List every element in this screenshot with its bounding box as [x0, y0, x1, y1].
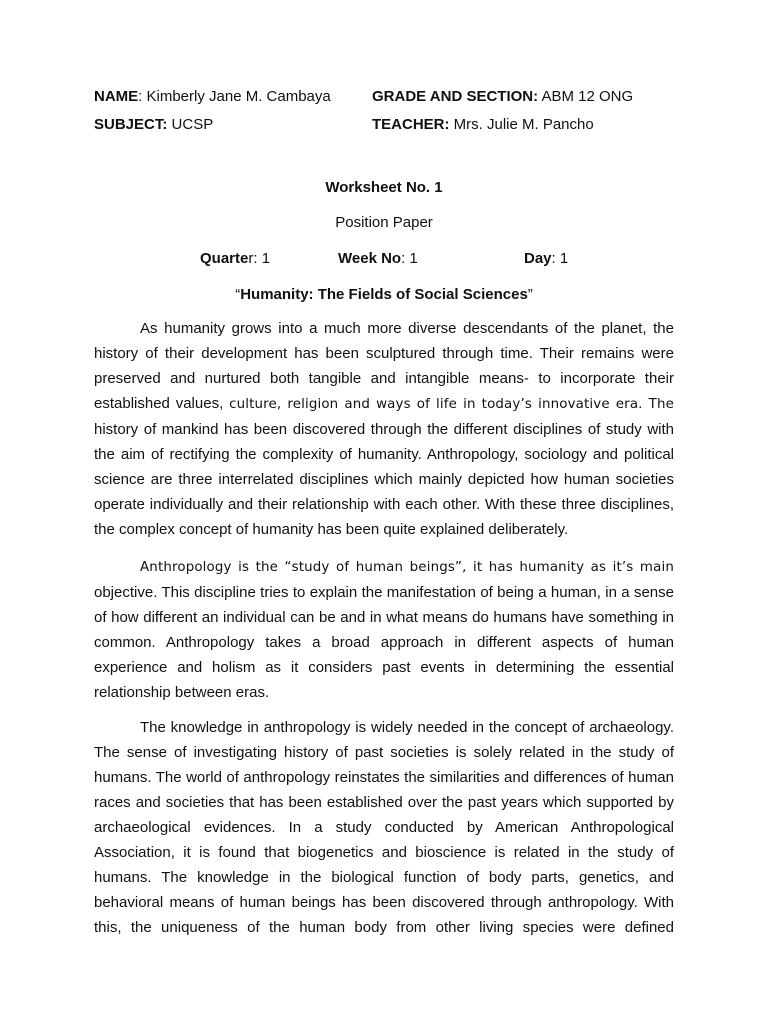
paragraph-1-part-c: history of mankind has been discovered through the different disciplines of study with the aim of rectifying the complexity of humanity. Anthropology, sociology and political science are three interrelated disciplines which mainly depicted how human societies operate individually and their relationship with each other. With these three disciplines, the complex concept of humanity has been quite explained deliberately.	[94, 421, 674, 538]
paragraph-1	[94, 316, 674, 542]
grade-value: ABM 12 ONG	[538, 88, 634, 105]
paragraph-2-part-b: objective. This discipline tries to explain the manifestation of being a human, in a sense of how different an individual can be and in what means do humans have something in common. Anthropology takes a broad approach in different aspects of human experience and holism as it considers past events in determining the essential relationship between eras.	[94, 584, 674, 701]
day-label: Day	[524, 250, 552, 267]
quarter-value: : 1	[253, 250, 271, 267]
grade-section-line	[372, 87, 633, 107]
paragraph-3	[94, 715, 674, 940]
quarter-label: Quarte	[200, 250, 249, 267]
topic-text: Humanity: The Fields of Social Sciences	[240, 286, 528, 303]
worksheet-title: Worksheet No. 1	[325, 179, 443, 196]
worksheet-subtitle: Position Paper	[335, 214, 433, 231]
paragraph-2-part-a: Anthropology is the “study of human beings”, it has humanity as it’s main	[140, 560, 674, 575]
teacher-label: TEACHER:	[372, 116, 450, 133]
teacher-line	[372, 115, 594, 135]
quarter-field	[200, 249, 270, 269]
week-field	[338, 249, 418, 269]
name-line	[94, 87, 331, 107]
name-value: : Kimberly Jane M. Cambaya	[138, 88, 331, 105]
paragraph-1-part-a: As humanity grows into a much more diverse descendants of the planet, the history of their development has been sculptured through time. Their remains were preserved and nurtured both tangible and intangible means- to incorporate their established values,	[94, 320, 674, 412]
subject-value: UCSP	[167, 116, 214, 133]
topic-open-quote: “	[235, 286, 241, 303]
week-value: : 1	[401, 250, 418, 267]
day-field	[524, 249, 568, 269]
grade-label: GRADE AND SECTION:	[372, 88, 539, 105]
topic-title	[0, 285, 768, 305]
day-value: : 1	[551, 250, 569, 267]
paragraph-2	[94, 554, 674, 705]
subject-line	[94, 115, 213, 135]
name-label: NAME	[94, 88, 139, 105]
paragraph-1-part-b: culture, religion and ways of life in today’s innovative era. The	[229, 397, 675, 412]
week-label: Week No	[338, 250, 402, 267]
subject-label: SUBJECT:	[94, 116, 168, 133]
teacher-value: Mrs. Julie M. Pancho	[449, 116, 594, 133]
quarter-label-r: r	[248, 250, 254, 267]
topic-close-quote: ”	[527, 286, 533, 303]
paragraph-3-text: The knowledge in anthropology is widely needed in the concept of archaeology. The sense of investigating history of past societies is solely related in the study of humans. The world of anthropology reinstates the similarities and differences of human races and societies that has been established over the past years which supported by archaeological evidences. In a study conducted by American Anthropological Association, it is found that biogenetics and bioscience is related in the study of humans. The knowledge in the biological function of body parts, genetics, and behavioral means of human beings has been discovered through anthropology. With this, the uniqueness of the human body from other living species were defined	[94, 719, 674, 936]
